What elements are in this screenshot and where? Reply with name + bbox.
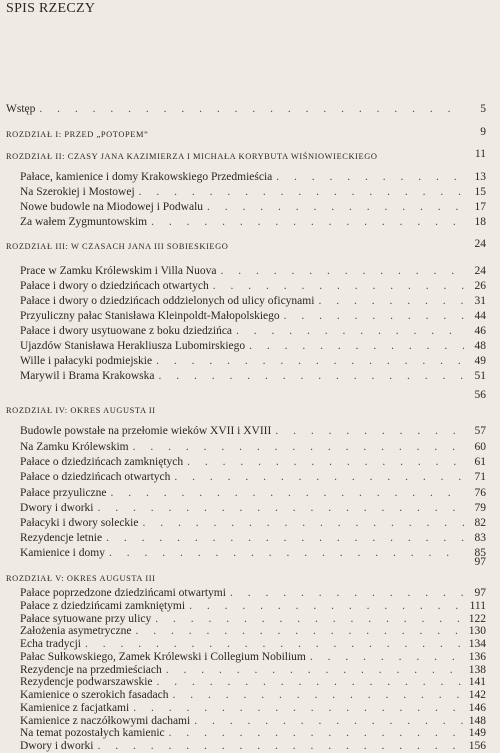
- leader-dots: [111, 486, 464, 500]
- toc-entry: [20, 354, 486, 368]
- toc-entry: [20, 339, 486, 353]
- toc-entry-label: Dwory i dworki: [20, 502, 94, 514]
- toc-entry-label: Założenia asymetryczne: [20, 625, 132, 638]
- chapter-page: 11: [474, 148, 486, 160]
- toc-entry-label: Pałace o dziedzińcach otwartych: [20, 471, 171, 483]
- toc-entry-label: Pałace z dziedzińcami zamkniętymi: [20, 599, 186, 612]
- chapter-heading: ROZDZIAŁ I: PRZED „POTOPEM”: [6, 130, 149, 139]
- leader-dots: [142, 516, 464, 530]
- leader-dots: [97, 739, 464, 753]
- leader-dots: [139, 185, 464, 199]
- toc-entry-page: 148: [468, 714, 486, 727]
- leader-dots: [174, 470, 464, 484]
- toc-entry-label: Pałace, kamienice i domy Krakowskiego Przedmieścia: [20, 171, 273, 183]
- leader-dots: [158, 369, 464, 383]
- leader-dots: [39, 102, 464, 116]
- toc-entry-label: Na temat pozostałych kamienic: [20, 727, 165, 740]
- toc-entry-label: Pałace o dziedzińcach zamkniętych: [20, 456, 184, 468]
- toc-entry-page: 122: [468, 612, 486, 625]
- toc-entry-label: Pałacyki i dwory soleckie: [20, 517, 139, 529]
- toc-entry-page: 44: [474, 310, 486, 322]
- toc-entry-page: 149: [468, 727, 486, 740]
- toc-entry-label: Wille i pałacyki podmiejskie: [20, 355, 153, 367]
- toc-entry-page: 17: [474, 201, 486, 213]
- toc-entry-page: 141: [468, 676, 486, 689]
- toc-entry: [20, 516, 486, 530]
- chapter-page: 24: [474, 238, 486, 250]
- leader-dots: [156, 354, 464, 368]
- leader-dots: [220, 264, 464, 278]
- toc-entry-page: 18: [474, 216, 486, 228]
- toc-entry-page: 57: [474, 425, 486, 437]
- toc-entry-page: 79: [474, 502, 486, 514]
- toc-entry: [20, 279, 486, 293]
- toc-entry-page: 83: [474, 532, 486, 544]
- toc-entry-page: 61: [474, 456, 486, 468]
- toc-entry: [20, 501, 486, 515]
- toc-entry: [20, 470, 486, 484]
- toc-entry-label: Pałace i dwory o dziedzińcach oddzielonych od ulicy oficynami: [20, 295, 315, 307]
- toc-entry-label: Wstęp: [6, 103, 36, 115]
- leader-dots: [249, 339, 464, 353]
- toc-entry-page: 24: [474, 265, 486, 277]
- toc-entry-label: Pałace poprzedzone dziedzińcami otwartymi: [20, 587, 226, 599]
- toc-entry-page: 46: [474, 325, 486, 337]
- leader-dots: [106, 531, 464, 545]
- toc-entry-page: 15: [474, 186, 486, 198]
- toc-entry-page: 5: [480, 103, 486, 115]
- toc-entry-label: Za wałem Zygmuntowskim: [20, 216, 148, 228]
- leader-dots: [276, 170, 464, 184]
- toc-entry-label: Budowle powstałe na przełomie wieków XVII i XVIII: [20, 425, 272, 437]
- chapter-page: 97: [474, 556, 486, 568]
- toc-entry-label: Ujazdów Stanisława Herakliusza Lubomirskiego: [20, 340, 246, 352]
- toc-entry-page: 130: [468, 625, 486, 638]
- toc-entry-label: Nowe budowle na Miodowej i Podwalu: [20, 201, 204, 213]
- chapter-heading: ROZDZIAŁ IV: OKRES AUGUSTA II: [6, 406, 156, 415]
- leader-dots: [109, 546, 464, 560]
- leader-dots: [236, 324, 464, 338]
- toc-entry-page: 51: [474, 370, 486, 382]
- toc-entry-page: 134: [468, 638, 486, 650]
- leader-dots: [207, 200, 464, 214]
- toc-entry: [20, 215, 486, 229]
- chapter-heading: ROZDZIAŁ III: W CZASACH JANA III SOBIESKIEGO: [6, 242, 229, 251]
- toc-entry-page: 26: [474, 280, 486, 292]
- toc-entry-label: Pałace i dwory o dziedzińcach otwartych: [20, 280, 209, 292]
- toc-entry-intro: [6, 102, 486, 116]
- toc-entry: [20, 546, 486, 560]
- toc-entry-page: 60: [474, 441, 486, 453]
- chapter-heading: ROZDZIAŁ V: OKRES AUGUSTA III: [6, 574, 156, 583]
- leader-dots: [284, 309, 464, 323]
- toc-entry-label: Kamienice z naczółkowymi dachami: [20, 714, 191, 727]
- leader-dots: [133, 440, 464, 454]
- toc-entry-label: Kamienice i domy: [20, 547, 105, 559]
- toc-entry-label: Pałace i dwory usytuowane z boku dziedzińca: [20, 325, 233, 337]
- leader-dots: [151, 215, 464, 229]
- toc-entry-page: 71: [474, 471, 486, 483]
- toc-entry-page: 138: [468, 663, 486, 676]
- toc-entry-label: Na Szerokiej i Mostowej: [20, 186, 135, 198]
- toc-entry-page: 85: [474, 547, 486, 559]
- toc-entry-page: 111: [469, 599, 486, 612]
- toc-entry-label: Na Zamku Królewskim: [20, 441, 129, 453]
- page-title: SPIS RZECZY: [6, 1, 96, 16]
- toc-entry: [20, 739, 486, 753]
- toc-entry-label: Kamienice o szerokich fasadach: [20, 689, 169, 701]
- toc-entry-page: 76: [474, 487, 486, 499]
- toc-entry-label: Echa tradycji: [20, 638, 81, 650]
- toc-entry-page: 31: [474, 295, 486, 307]
- toc-entry-page: 136: [468, 650, 486, 663]
- chapter-page: 9: [480, 126, 486, 138]
- toc-entry-page: 13: [474, 171, 486, 183]
- toc-entry-page: 82: [474, 517, 486, 529]
- toc-entry: [20, 424, 486, 438]
- toc-entry-label: Prace w Zamku Królewskim i Villa Nuova: [20, 265, 217, 277]
- toc-entry-label: Rezydencje letnie: [20, 532, 103, 544]
- toc-entry-label: Rezydencje na przedmieściach: [20, 663, 162, 676]
- leader-dots: [318, 294, 464, 308]
- toc-entry: [20, 170, 486, 184]
- toc-entry-label: Przyuliczny pałac Stanisława Kleinpoldt-Małopolskiego: [20, 310, 280, 322]
- toc-entry-page: 48: [474, 340, 486, 352]
- toc-entry-page: 49: [474, 355, 486, 367]
- toc-entry: [20, 185, 486, 199]
- toc-entry-label: Rezydencje podwarszawskie: [20, 676, 153, 689]
- toc-entry-page: 142: [468, 689, 486, 701]
- leader-dots: [97, 501, 464, 515]
- leader-dots: [187, 455, 464, 469]
- toc-entry-label: Dwory i dworki: [20, 740, 94, 752]
- toc-entry: [20, 309, 486, 323]
- toc-entry: [20, 264, 486, 278]
- toc-entry: [20, 294, 486, 308]
- leader-dots: [213, 279, 464, 293]
- chapter-heading: ROZDZIAŁ II: CZASY JANA KAZIMIERZA I MICHAŁA KORYBUTA WIŚNIOWIECKIEGO: [6, 152, 378, 161]
- toc-entry: [20, 200, 486, 214]
- toc-entry: [20, 324, 486, 338]
- toc-entry-page: 156: [468, 740, 486, 752]
- toc-entry-label: Pałace sytuowane przy ulicy: [20, 612, 152, 625]
- toc-entry: [20, 531, 486, 545]
- toc-entry: [20, 455, 486, 469]
- toc-entry-page: 97: [474, 587, 486, 599]
- toc-entry: [20, 440, 486, 454]
- toc-entry: [20, 369, 486, 383]
- toc-entry: [20, 486, 486, 500]
- toc-entry-page: 146: [468, 701, 486, 714]
- toc-entry-label: Pałace przyuliczne: [20, 487, 107, 499]
- chapter-page: 56: [474, 389, 486, 401]
- leader-dots: [275, 424, 464, 438]
- toc-entry-label: Pałac Sułkowskiego, Zamek Królewski i Collegium Nobilium: [20, 650, 306, 663]
- toc-entry-label: Marywil i Brama Krakowska: [20, 370, 155, 382]
- toc-entry-label: Kamienice z facjatkami: [20, 701, 130, 714]
